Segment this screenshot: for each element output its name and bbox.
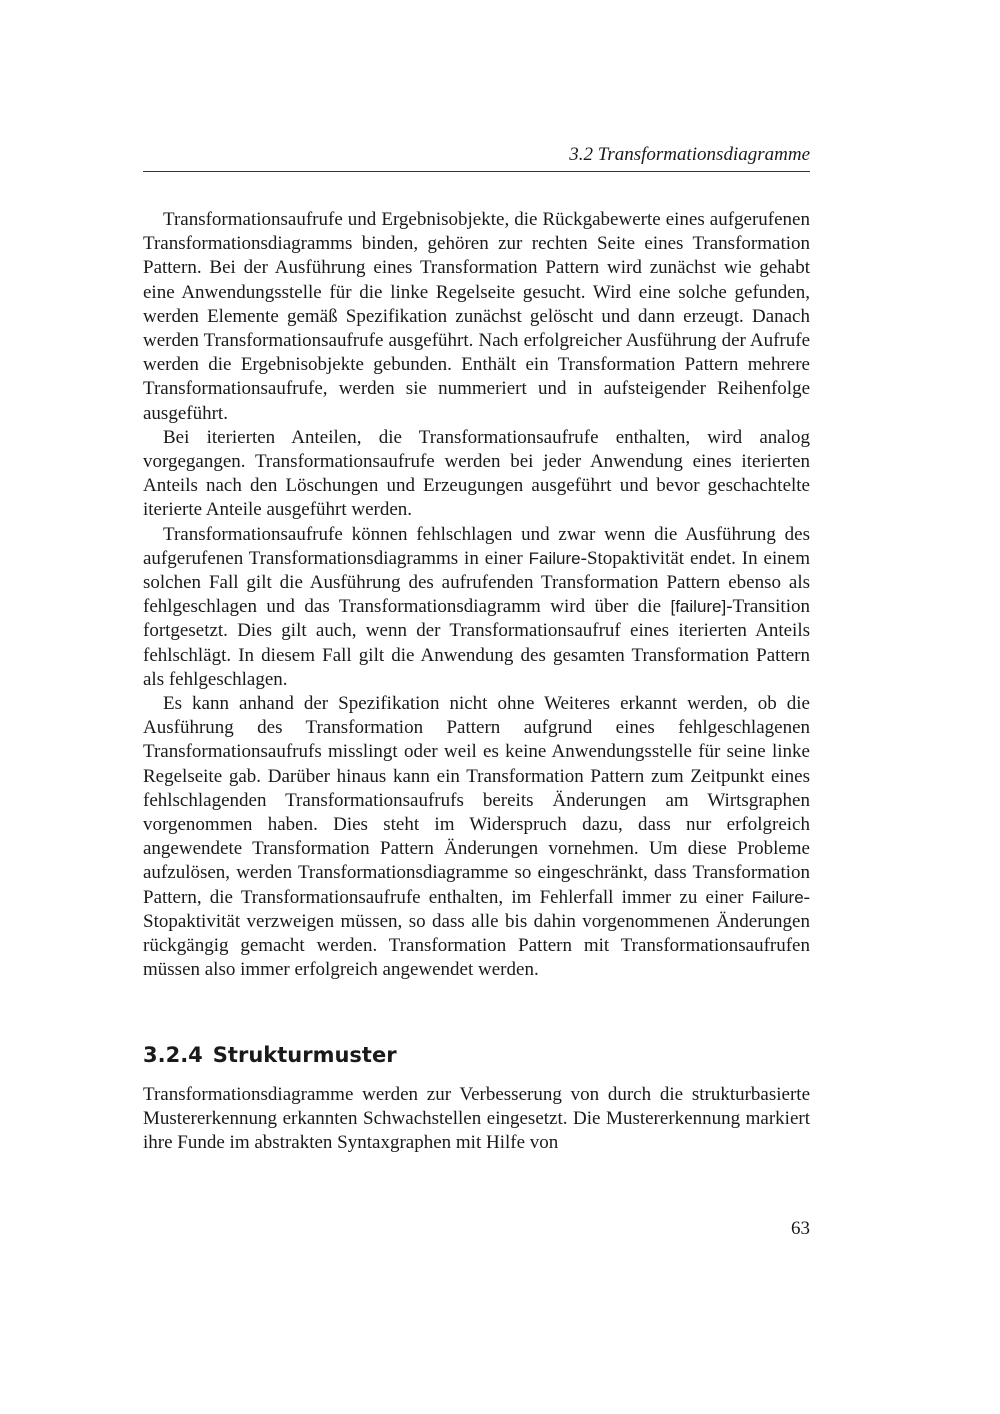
- section-number: 3.2.4: [143, 1043, 203, 1067]
- paragraph: [143, 523, 810, 692]
- paragraph-text: Transformationsaufrufe können fehlschlagen und zwar wenn die Ausführung des aufgerufenen Transformationsdiagramms in einer: [143, 523, 810, 569]
- paragraph-text: Es kann anhand der Spezifikation nicht ohne Weiteres erkannt werden, ob die Ausführung des Transformation Pattern aufgrund eines fehlgeschlagenen Transformationsaufrufs misslingt oder weil es keine Anwendungsstelle für seine linke Regelseite gab. Darüber hinaus kann ein Transformation Pattern zum Zeitpunkt eines fehlschlagenden Transformationsaufrufs bereits Änderungen am Wirtsgraphen vorgenommen haben. Dies steht im Widerspruch dazu, dass nur erfolgreich angewendete Transformation Pattern Änderungen vornehmen. Um diese Probleme aufzulösen, werden Transformationsdiagramme so eingeschränkt, dass Transformation Pattern, die Transformationsaufrufe enthalten, im Fehlerfall immer zu einer: [143, 693, 810, 908]
- keyword-failure: Failure: [528, 548, 581, 568]
- paragraph-text: Transformationsaufrufe und Ergebnisobjekte, die Rückgabewerte eines aufgerufenen Transformationsdiagramms binden, gehören zur rechten Seite eines Transformation Pattern. Bei der Ausführung eines Transformation Pattern wird zunächst wie gehabt eine Anwendungsstelle für die linke Regelseite gesucht. Wird eine solche gefunden, werden Elemente gemäß Spezifikation zunächst gelöscht und dann erzeugt. Danach werden Transformationsaufrufe ausgeführt. Nach erfolgreicher Ausführung der Aufrufe werden die Ergebnisobjekte gebunden. Enthält ein Transformation Pattern mehrere Transformationsaufrufe, werden sie nummeriert und in aufsteigender Reihenfolge ausgeführt.: [143, 209, 810, 424]
- keyword-failure-transition: [failure]: [670, 597, 727, 617]
- keyword-failure: Failure: [751, 887, 804, 907]
- page-number: 63: [791, 1218, 810, 1239]
- section-heading: [143, 1040, 397, 1070]
- section-title: Strukturmuster: [212, 1043, 397, 1067]
- paragraph-text: Bei iterierten Anteilen, die Transformationsaufrufe enthalten, wird analog vorgegangen. Transformationsaufrufe werden bei jeder Anwendung eines iterierten Anteils nach den Löschungen und Erzeugungen ausgeführt und bevor geschachtelte iterierte Anteile ausgeführt werden.: [143, 426, 810, 521]
- paragraph-text: Transformationsdiagramme werden zur Verbesserung von durch die strukturbasierte Mustererkennung erkannten Schwachstellen eingesetzt. Die Mustererkennung markiert ihre Funde im abstrakten Syntaxgraphen mit Hilfe von: [143, 1084, 810, 1154]
- paragraph-text: -Stopaktivität verzweigen müssen, so dass alle bis dahin vorgenommenen Änderungen rückgängig gemacht werden. Transformation Pattern mit Transformationsaufrufen müssen also immer erfolgreich angewendet werden.: [143, 886, 810, 981]
- paragraph: [143, 692, 810, 982]
- paragraph-text: -Stopaktivität endet. In einem solchen Fall gilt die Ausführung des aufrufenden Transformation Pattern ebenso als fehlgeschlagen und das Transformationsdiagramm wird über die: [143, 547, 810, 618]
- paragraph-text: -Transition fortgesetzt. Dies gilt auch, wenn der Transformationsaufruf eines iterierten Anteils fehlschlägt. In diesem Fall gilt die Anwendung des gesamten Transformation Pattern als fehlgeschlagen.: [143, 596, 810, 690]
- running-title: 3.2 Transformationsdiagramme: [569, 144, 810, 165]
- body-text: [143, 208, 810, 983]
- section-paragraph: [143, 1083, 810, 1156]
- running-header: [143, 143, 810, 172]
- paragraph: [143, 426, 810, 523]
- paragraph: [143, 208, 810, 426]
